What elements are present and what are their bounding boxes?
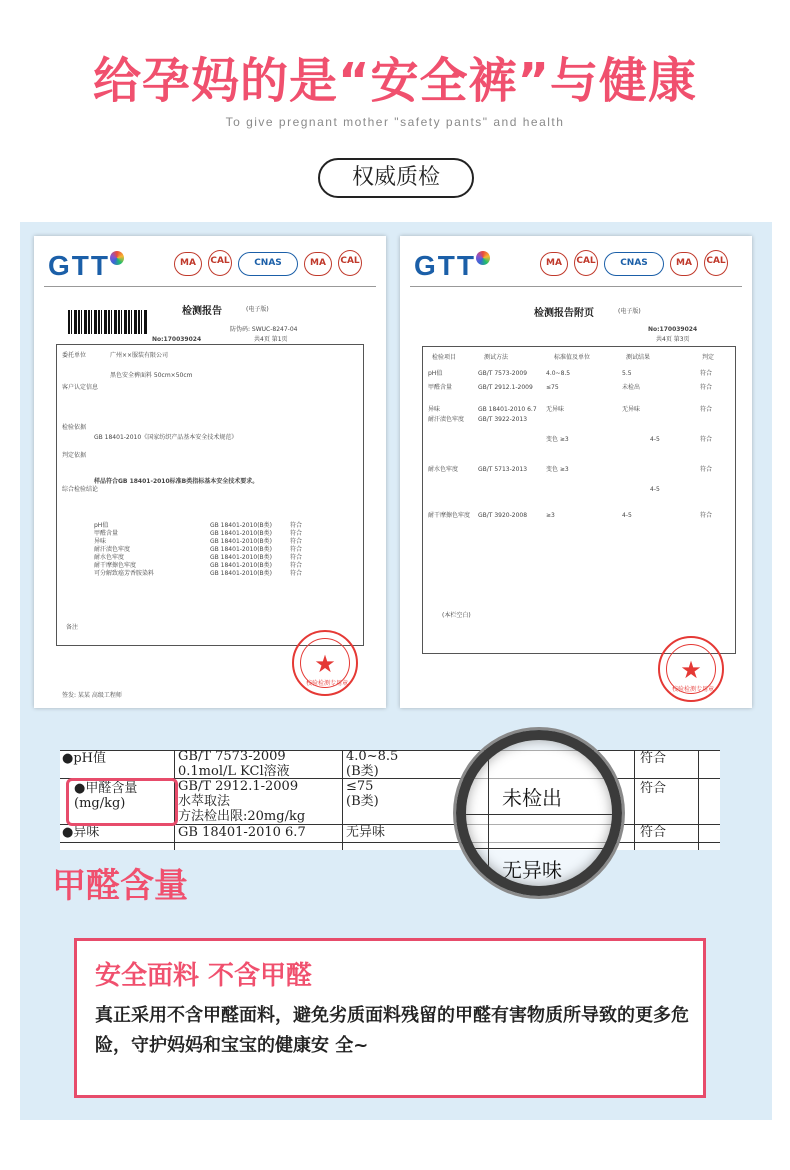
mag-result-no-odor: 无异味 <box>502 858 562 882</box>
test-item-3: 异味 <box>94 538 107 545</box>
zoom-col <box>698 750 699 850</box>
test-item-5: 耐水色牢度 <box>94 554 125 561</box>
mag-line <box>466 814 612 815</box>
appendix-row-1-method: GB/T 7573-2009 <box>478 370 528 377</box>
zoom-row2-verdict: 符合 <box>640 781 667 796</box>
appendix-row-4-item: 耐汗渍色牢度 <box>428 416 465 423</box>
row-client-value: 广州××服装有限公司 <box>110 352 169 359</box>
zoom-row2-std: ≤75 (B类) <box>346 779 379 809</box>
gtt-logo-text: GTT <box>48 250 110 281</box>
zoom-row1-std: 4.0~8.5 (B类) <box>346 749 399 779</box>
zoom-col <box>342 750 343 850</box>
page-subtitle: To give pregnant mother "safety pants" and health <box>225 115 565 129</box>
appendix-row-5-item: 耐水色牢度 <box>428 466 459 473</box>
stamp-right-text: 校验检测专用章 <box>672 686 715 693</box>
zoom-row2-method: GB/T 2912.1-2009 水萃取法 方法检出限:20mg/kg <box>178 779 306 824</box>
appendix-row-4-result: 4-5 <box>650 436 660 443</box>
magnifier-icon <box>456 730 622 896</box>
barcode <box>68 310 148 334</box>
appendix-row-5-verdict: 符合 <box>700 466 713 473</box>
formaldehyde-label: 甲醛含量 <box>52 866 188 906</box>
row-conclusion-value: 样品符合GB 18401-2010标准B类指标基本安全技术要求。 <box>94 478 259 485</box>
mag-line <box>466 848 612 849</box>
row-sample-label: 客户认定信息 <box>62 384 99 391</box>
ilac-cnas-cert-icon: CNAS <box>238 252 298 276</box>
ma-cert-icon: MA <box>174 252 202 276</box>
row-basis-value: GB 18401-2010《国家纺织产品基本安全技术规范》 <box>94 434 238 441</box>
appendix-table <box>422 346 736 654</box>
row-client-label: 委托单位 <box>62 352 87 359</box>
col-result: 测试结果 <box>626 354 651 361</box>
appendix-row-1-verdict: 符合 <box>700 370 713 377</box>
test-result-4: 符合 <box>290 546 303 553</box>
appendix-report-number: No:170039024 <box>648 326 698 333</box>
gtt-logo-right <box>414 250 490 282</box>
appendix-row-5-result: 4-5 <box>650 486 660 493</box>
appendix-page: 共4页 第3页 <box>656 336 690 343</box>
appendix-row-4-verdict: 符合 <box>700 436 713 443</box>
appendix-row-5-method: GB/T 5713-2013 <box>478 466 528 473</box>
zoom-row3-item: ●异味 <box>62 825 100 840</box>
appendix-row-2-std: ≤75 <box>546 384 559 391</box>
test-result-5: 符合 <box>290 554 303 561</box>
mag-line <box>488 740 489 886</box>
appendix-row-2-result: 未检出 <box>622 384 641 391</box>
quality-badge: 权威质检 <box>318 158 474 198</box>
cal-cert-icon: CAL <box>208 250 232 276</box>
appendix-row-1-std: 4.0~8.5 <box>546 370 571 377</box>
cal-cert-icon-r2: CAL <box>704 250 728 276</box>
appendix-row-6-item: 耐干摩擦色牢度 <box>428 512 471 519</box>
gtt-logo-right-text: GTT <box>414 250 476 281</box>
appendix-row-2-verdict: 符合 <box>700 384 713 391</box>
ma-cert-icon-2: MA <box>304 252 332 276</box>
gtt-logo-icon <box>110 251 124 265</box>
header-divider-right <box>410 286 742 287</box>
appendix-row-6-method: GB/T 3920-2008 <box>478 512 528 519</box>
stamp-right-star-icon: ★ <box>680 656 702 684</box>
zoom-row3-method: GB 18401-2010 6.7 <box>178 825 306 840</box>
test-std-4: GB 18401-2010(B类) <box>210 546 272 553</box>
appendix-row-6-std: ≥3 <box>546 512 555 519</box>
header-divider <box>44 286 376 287</box>
row-conclusion-label: 综合检验结论 <box>62 486 99 493</box>
test-std-6: GB 18401-2010(B类) <box>210 562 272 569</box>
col-verdict: 判定 <box>702 354 715 361</box>
official-stamp <box>292 630 358 696</box>
cal-cert-icon-r1: CAL <box>574 250 598 276</box>
zoom-line <box>60 842 720 843</box>
zoom-row3-verdict: 符合 <box>640 825 667 840</box>
report-signer: 签发: 某某 高级工程师 <box>62 692 122 699</box>
test-std-3: GB 18401-2010(B类) <box>210 538 272 545</box>
appendix-row-3-item: 异味 <box>428 406 441 413</box>
zoom-row2-item: ●甲醛含量 (mg/kg) <box>74 781 138 811</box>
test-result-2: 符合 <box>290 530 303 537</box>
feature-description: 真正采用不含甲醛面料，避免劣质面料残留的甲醛有害物质所导致的更多危险，守护妈妈和宝宝的健康安 全~ <box>95 1005 689 1056</box>
appendix-row-3-std: 无异味 <box>546 406 565 413</box>
appendix-row-1-item: pH值 <box>428 370 443 377</box>
appendix-remarks: (本栏空白) <box>442 612 471 619</box>
cal-cert-icon-2: CAL <box>338 250 362 276</box>
appendix-row-5-std: 变色 ≥3 <box>546 466 569 473</box>
zoom-row1-verdict: 符合 <box>640 751 667 766</box>
appendix-row-3-verdict: 符合 <box>700 406 713 413</box>
report-number: No:170039024 <box>152 336 202 343</box>
appendix-row-6-result: 4-5 <box>622 512 632 519</box>
stamp-star-icon: ★ <box>314 650 336 678</box>
report-table <box>56 344 364 646</box>
mag-result-not-detected: 未检出 <box>502 786 562 810</box>
appendix-row-2-item: 甲醛含量 <box>428 384 453 391</box>
test-report-left <box>34 236 386 708</box>
feature-title: 安全面料 不含甲醛 <box>95 961 313 991</box>
formaldehyde-highlight-box <box>66 778 178 826</box>
ma-cert-icon-r1: MA <box>540 252 568 276</box>
test-std-5: GB 18401-2010(B类) <box>210 554 272 561</box>
test-item-4: 耐汗渍色牢度 <box>94 546 131 553</box>
gtt-logo-right-icon <box>476 251 490 265</box>
test-std-1: GB 18401-2010(B类) <box>210 522 272 529</box>
anti-counterfeit-code: 防伪码: SWUC-8247-04 <box>230 326 298 333</box>
test-result-3: 符合 <box>290 538 303 545</box>
appendix-title: 检测报告附页 <box>534 308 594 319</box>
appendix-row-4-method: GB/T 3922-2013 <box>478 416 528 423</box>
appendix-row-2-method: GB/T 2912.1-2009 <box>478 384 533 391</box>
test-std-2: GB 18401-2010(B类) <box>210 530 272 537</box>
col-method: 测试方法 <box>484 354 509 361</box>
appendix-row-3-method: GB 18401-2010 6.7 <box>478 406 537 413</box>
appendix-title-note: (电子版) <box>618 308 641 315</box>
stamp-text: 校验检测专用章 <box>306 680 349 687</box>
zoom-row1-item: ●pH值 <box>62 751 107 766</box>
remarks-label: 备注 <box>66 624 79 631</box>
row-sample-value: 黑色安全裤面料 50cm×50cm <box>110 372 193 379</box>
test-item-7: 可分解致癌芳香胺染料 <box>94 570 155 577</box>
test-result-7: 符合 <box>290 570 303 577</box>
report-page: 共4页 第1页 <box>254 336 288 343</box>
appendix-row-6-verdict: 符合 <box>700 512 713 519</box>
test-item-6: 耐干摩擦色牢度 <box>94 562 137 569</box>
ilac-cnas-cert-icon-r: CNAS <box>604 252 664 276</box>
col-standard: 标准值及单位 <box>554 354 591 361</box>
row-judgement-label: 判定依据 <box>62 452 87 459</box>
appendix-row-1-result: 5.5 <box>622 370 632 377</box>
test-report-right <box>400 236 752 708</box>
test-item-1: pH值 <box>94 522 109 529</box>
page-title: 给孕妈的是“安全裤”与健康 <box>92 53 698 109</box>
ma-cert-icon-r2: MA <box>670 252 698 276</box>
test-result-1: 符合 <box>290 522 303 529</box>
appendix-row-3-result: 无异味 <box>622 406 641 413</box>
test-std-7: GB 18401-2010(B类) <box>210 570 272 577</box>
row-basis-label: 检验依据 <box>62 424 87 431</box>
col-item: 检验项目 <box>432 354 457 361</box>
report-title-note: (电子版) <box>246 306 269 313</box>
feature-box <box>74 938 706 1098</box>
zoom-col <box>634 750 635 850</box>
test-result-6: 符合 <box>290 562 303 569</box>
gtt-logo <box>48 250 124 282</box>
report-title: 检测报告 <box>182 306 222 317</box>
appendix-row-4-std: 变色 ≥3 <box>546 436 569 443</box>
official-stamp-right <box>658 636 724 702</box>
zoom-row3-std: 无异味 <box>346 825 386 840</box>
test-item-2: 甲醛含量 <box>94 530 119 537</box>
zoom-row1-method: GB/T 7573-2009 0.1mol/L KCl溶液 <box>178 749 290 779</box>
